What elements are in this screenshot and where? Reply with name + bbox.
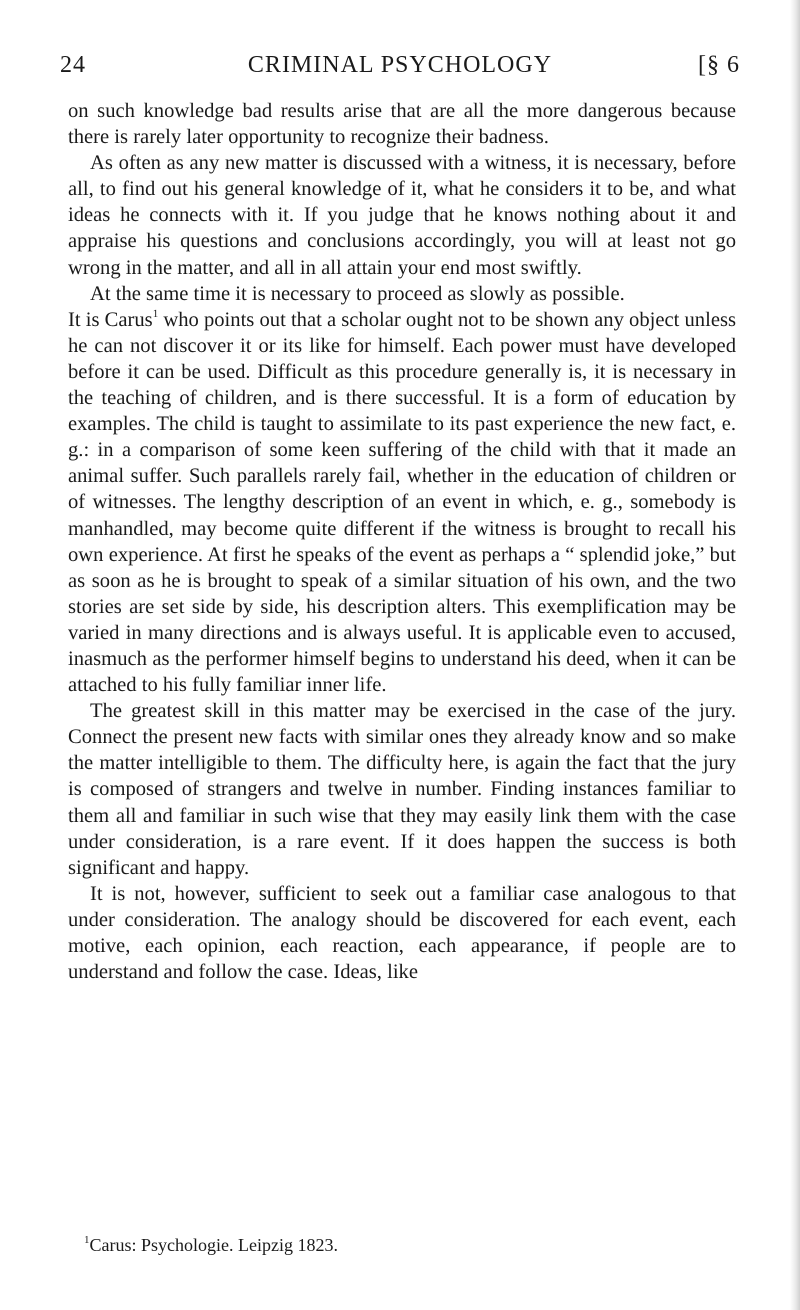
- paragraph-5: The greatest skill in this matter may be exercised in the case of the jury. Connect the present new facts with similar ones they already know and so make the matter intelligible to them. The difficulty here, is again the fact that the jury is composed of strangers and twelve in number. Finding instances familiar to them all and familiar in such wise that they may easily link them with the case under consideration, is a rare event. If it does happen the success is both significant and happy.: [68, 700, 736, 879]
- page-number: 24: [60, 52, 86, 78]
- running-header: [60, 52, 740, 86]
- paragraph-6: It is not, however, sufficient to seek out a familiar case analogous to that under consideration. The analogy should be discovered for each event, each motive, each opinion, each reaction, each appearance, if people are to understand and follow the case. Ideas, like: [68, 882, 736, 984]
- footnote-reference: 1: [152, 307, 159, 320]
- body-text: [68, 98, 736, 985]
- footnote-text: Carus: Psychologie. Leipzig 1823.: [89, 1235, 338, 1255]
- footnote-marker: 1: [84, 1234, 90, 1246]
- paragraph-1: on such knowledge bad results arise that are all the more dangerous because there is rarely later opportunity to recognize their badness.: [68, 100, 736, 149]
- paragraph-4-text: who points out that a scholar ought not to be shown any object unless he can not discover it or its like for himself. Each power must have developed before it can be used. Difficult as this procedure generally is, it is necessary in the teaching of children, and is there successful. It is a form of education by examples. The child is taught to assimilate to its past experience the new fact, e. g.: in a comparison of some keen suffering of the child with that it made an animal suffer. Such parallels rarely fail, whether in the education of children or of witnesses. The lengthy description of an event in which, e. g., somebody is manhandled, may become quite different if the witness is brought to recall his own experience. At first he speaks of the event as perhaps a “ splendid joke,” but as soon as he is brought to speak of a similar situation of his own, and the two stories are set side by side, his description alters. This exemplification may be varied in many directions and is always useful. It is applicable even to accused, inasmuch as the performer himself begins to understand his deed, when it can be attached to his fully familiar inner life.: [68, 308, 736, 697]
- paragraph-4: [68, 307, 736, 698]
- carus-lead: It is Carus: [68, 308, 153, 331]
- running-title: CRIMINAL PSYCHOLOGY: [247, 52, 553, 78]
- paragraph-2: As often as any new matter is discussed with a witness, it is necessary, before all, to find out his general knowledge of it, what he considers it to be, and what ideas he connects with it. If you judge that he knows nothing about it and appraise his questions and conclusions accordingly, you will at least not go wrong in the matter, and all in all attain your end most swiftly.: [68, 152, 736, 279]
- footnote: [84, 1234, 724, 1256]
- page-edge-shadow: [790, 0, 800, 1310]
- paragraph-3: At the same time it is necessary to proceed as slowly as possible.: [90, 282, 625, 305]
- section-reference: [§ 6: [698, 52, 740, 78]
